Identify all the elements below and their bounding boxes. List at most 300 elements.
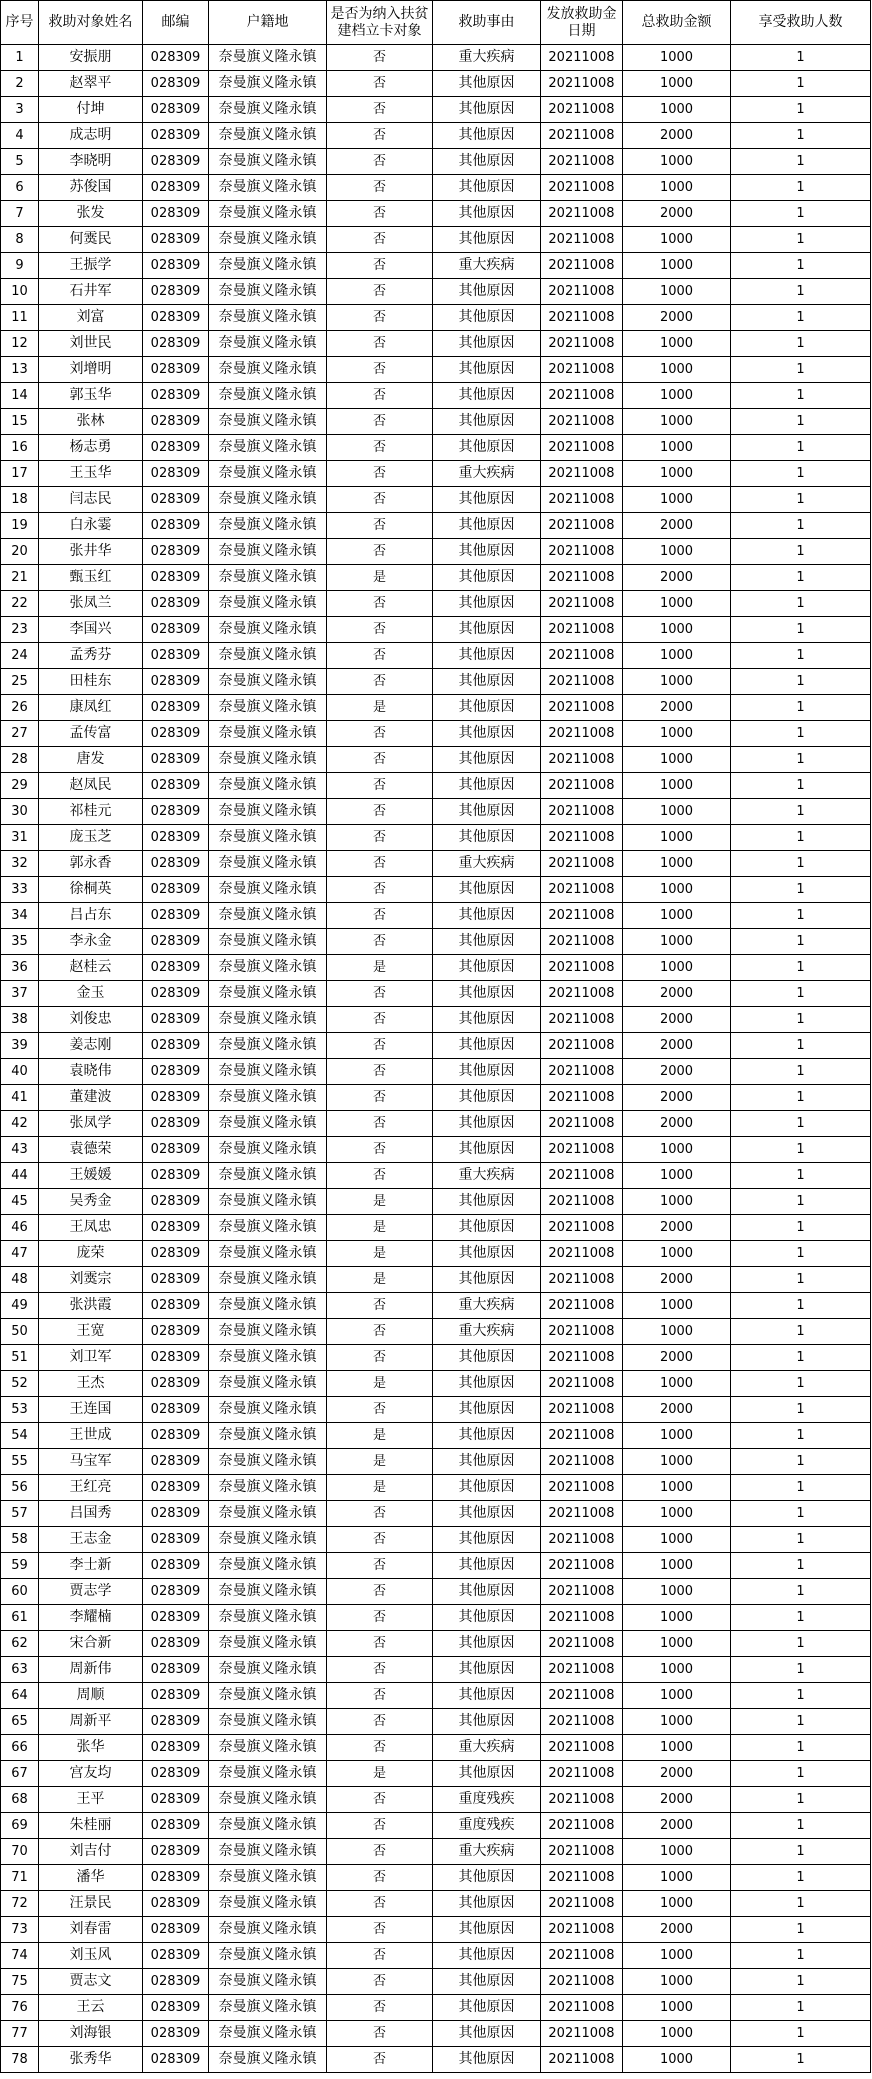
serial-number-cell: 52	[1, 1371, 39, 1397]
total-amount-cell: 1000	[623, 903, 731, 929]
poverty-registered-cell: 是	[327, 695, 433, 721]
household-registration-cell: 奈曼旗义隆永镇	[209, 1267, 327, 1293]
payment-date-cell: 20211008	[541, 1995, 623, 2021]
relief-reason-cell: 其他原因	[433, 903, 541, 929]
beneficiary-count-cell: 1	[731, 513, 871, 539]
serial-number-cell: 18	[1, 487, 39, 513]
table-row	[1, 1969, 871, 1995]
table-row	[1, 1059, 871, 1085]
serial-number-cell: 55	[1, 1449, 39, 1475]
postal-code-cell: 028309	[143, 669, 209, 695]
poverty-registered-cell: 否	[327, 643, 433, 669]
payment-date-cell: 20211008	[541, 877, 623, 903]
poverty-registered-cell: 否	[327, 461, 433, 487]
serial-number-cell: 45	[1, 1189, 39, 1215]
serial-number-cell: 15	[1, 409, 39, 435]
poverty-registered-cell: 否	[327, 981, 433, 1007]
serial-number-cell: 48	[1, 1267, 39, 1293]
beneficiary-count-cell: 1	[731, 669, 871, 695]
postal-code-cell: 028309	[143, 1865, 209, 1891]
poverty-registered-cell: 是	[327, 1475, 433, 1501]
serial-number-cell: 51	[1, 1345, 39, 1371]
household-registration-cell: 奈曼旗义隆永镇	[209, 1839, 327, 1865]
recipient-name-cell: 吴秀金	[39, 1189, 143, 1215]
total-amount-cell: 1000	[623, 71, 731, 97]
postal-code-cell: 028309	[143, 1241, 209, 1267]
table-row	[1, 305, 871, 331]
beneficiary-count-cell: 1	[731, 539, 871, 565]
payment-date-cell: 20211008	[541, 1475, 623, 1501]
table-row	[1, 1709, 871, 1735]
recipient-name-cell: 庞荣	[39, 1241, 143, 1267]
total-amount-cell: 2000	[623, 1007, 731, 1033]
table-row	[1, 461, 871, 487]
beneficiary-count-cell: 1	[731, 357, 871, 383]
total-amount-cell: 2000	[623, 201, 731, 227]
beneficiary-count-cell: 1	[731, 71, 871, 97]
poverty-registered-cell: 否	[327, 617, 433, 643]
serial-number-cell: 31	[1, 825, 39, 851]
relief-reason-cell: 其他原因	[433, 383, 541, 409]
beneficiary-count-cell: 1	[731, 305, 871, 331]
recipient-name-cell: 刘富	[39, 305, 143, 331]
relief-reason-cell: 其他原因	[433, 1579, 541, 1605]
payment-date-cell: 20211008	[541, 591, 623, 617]
household-registration-cell: 奈曼旗义隆永镇	[209, 487, 327, 513]
recipient-name-cell: 张洪霞	[39, 1293, 143, 1319]
household-registration-cell: 奈曼旗义隆永镇	[209, 227, 327, 253]
recipient-name-cell: 宫友均	[39, 1761, 143, 1787]
beneficiary-count-cell: 1	[731, 1943, 871, 1969]
payment-date-cell: 20211008	[541, 1787, 623, 1813]
postal-code-cell: 028309	[143, 1605, 209, 1631]
total-amount-cell: 1000	[623, 1241, 731, 1267]
postal-code-cell: 028309	[143, 955, 209, 981]
household-registration-cell: 奈曼旗义隆永镇	[209, 591, 327, 617]
poverty-registered-cell: 是	[327, 565, 433, 591]
poverty-registered-cell: 否	[327, 1969, 433, 1995]
beneficiary-count-cell: 1	[731, 643, 871, 669]
household-registration-cell: 奈曼旗义隆永镇	[209, 929, 327, 955]
household-registration-cell: 奈曼旗义隆永镇	[209, 1189, 327, 1215]
relief-reason-cell: 其他原因	[433, 955, 541, 981]
relief-reason-cell: 重度残疾	[433, 1787, 541, 1813]
beneficiary-count-cell: 1	[731, 1683, 871, 1709]
table-row	[1, 201, 871, 227]
household-registration-cell: 奈曼旗义隆永镇	[209, 201, 327, 227]
serial-number-cell: 39	[1, 1033, 39, 1059]
payment-date-cell: 20211008	[541, 1943, 623, 1969]
serial-number-cell: 26	[1, 695, 39, 721]
household-registration-cell: 奈曼旗义隆永镇	[209, 747, 327, 773]
total-amount-cell: 1000	[623, 2047, 731, 2073]
payment-date-cell: 20211008	[541, 513, 623, 539]
serial-number-cell: 74	[1, 1943, 39, 1969]
table-row	[1, 1475, 871, 1501]
beneficiary-count-cell: 1	[731, 1605, 871, 1631]
postal-code-cell: 028309	[143, 227, 209, 253]
poverty-registered-cell: 否	[327, 721, 433, 747]
poverty-registered-cell: 否	[327, 1813, 433, 1839]
household-registration-cell: 奈曼旗义隆永镇	[209, 1683, 327, 1709]
table-row	[1, 1631, 871, 1657]
poverty-registered-cell: 是	[327, 1423, 433, 1449]
beneficiary-count-cell: 1	[731, 1969, 871, 1995]
beneficiary-count-cell: 1	[731, 1033, 871, 1059]
payment-date-cell: 20211008	[541, 149, 623, 175]
household-registration-cell: 奈曼旗义隆永镇	[209, 279, 327, 305]
beneficiary-count-cell: 1	[731, 227, 871, 253]
payment-date-cell: 20211008	[541, 1423, 623, 1449]
relief-reason-cell: 其他原因	[433, 1137, 541, 1163]
poverty-registered-cell: 否	[327, 45, 433, 71]
payment-date-cell: 20211008	[541, 1579, 623, 1605]
header-payment-date: 发放救助金日期	[541, 1, 623, 45]
beneficiary-count-cell: 1	[731, 1657, 871, 1683]
recipient-name-cell: 甄玉红	[39, 565, 143, 591]
table-row	[1, 1943, 871, 1969]
relief-reason-cell: 其他原因	[433, 97, 541, 123]
payment-date-cell: 20211008	[541, 1319, 623, 1345]
serial-number-cell: 47	[1, 1241, 39, 1267]
recipient-name-cell: 祁桂元	[39, 799, 143, 825]
serial-number-cell: 24	[1, 643, 39, 669]
household-registration-cell: 奈曼旗义隆永镇	[209, 1995, 327, 2021]
serial-number-cell: 28	[1, 747, 39, 773]
beneficiary-count-cell: 1	[731, 1345, 871, 1371]
table-row	[1, 617, 871, 643]
beneficiary-count-cell: 1	[731, 461, 871, 487]
recipient-name-cell: 董建波	[39, 1085, 143, 1111]
serial-number-cell: 7	[1, 201, 39, 227]
recipient-name-cell: 袁德荣	[39, 1137, 143, 1163]
household-registration-cell: 奈曼旗义隆永镇	[209, 383, 327, 409]
postal-code-cell: 028309	[143, 903, 209, 929]
household-registration-cell: 奈曼旗义隆永镇	[209, 123, 327, 149]
payment-date-cell: 20211008	[541, 1371, 623, 1397]
postal-code-cell: 028309	[143, 331, 209, 357]
postal-code-cell: 028309	[143, 825, 209, 851]
beneficiary-count-cell: 1	[731, 1761, 871, 1787]
poverty-registered-cell: 否	[327, 2047, 433, 2073]
total-amount-cell: 1000	[623, 149, 731, 175]
postal-code-cell: 028309	[143, 71, 209, 97]
total-amount-cell: 1000	[623, 1319, 731, 1345]
household-registration-cell: 奈曼旗义隆永镇	[209, 1163, 327, 1189]
table-row	[1, 149, 871, 175]
total-amount-cell: 2000	[623, 1345, 731, 1371]
serial-number-cell: 12	[1, 331, 39, 357]
relief-reason-cell: 其他原因	[433, 1657, 541, 1683]
poverty-registered-cell: 否	[327, 513, 433, 539]
payment-date-cell: 20211008	[541, 1163, 623, 1189]
relief-reason-cell: 其他原因	[433, 1345, 541, 1371]
relief-reason-cell: 其他原因	[433, 175, 541, 201]
poverty-registered-cell: 否	[327, 1111, 433, 1137]
table-row	[1, 1865, 871, 1891]
table-row	[1, 1397, 871, 1423]
payment-date-cell: 20211008	[541, 71, 623, 97]
recipient-name-cell: 马宝军	[39, 1449, 143, 1475]
payment-date-cell: 20211008	[541, 357, 623, 383]
household-registration-cell: 奈曼旗义隆永镇	[209, 955, 327, 981]
payment-date-cell: 20211008	[541, 1293, 623, 1319]
total-amount-cell: 1000	[623, 1839, 731, 1865]
relief-reason-cell: 其他原因	[433, 617, 541, 643]
poverty-registered-cell: 否	[327, 305, 433, 331]
household-registration-cell: 奈曼旗义隆永镇	[209, 643, 327, 669]
postal-code-cell: 028309	[143, 1813, 209, 1839]
payment-date-cell: 20211008	[541, 253, 623, 279]
poverty-registered-cell: 是	[327, 1761, 433, 1787]
recipient-name-cell: 周新平	[39, 1709, 143, 1735]
recipient-name-cell: 周顺	[39, 1683, 143, 1709]
payment-date-cell: 20211008	[541, 617, 623, 643]
household-registration-cell: 奈曼旗义隆永镇	[209, 877, 327, 903]
poverty-registered-cell: 否	[327, 1683, 433, 1709]
poverty-registered-cell: 否	[327, 357, 433, 383]
payment-date-cell: 20211008	[541, 643, 623, 669]
serial-number-cell: 62	[1, 1631, 39, 1657]
payment-date-cell: 20211008	[541, 1657, 623, 1683]
serial-number-cell: 76	[1, 1995, 39, 2021]
postal-code-cell: 028309	[143, 773, 209, 799]
relief-reason-cell: 其他原因	[433, 1969, 541, 1995]
beneficiary-count-cell: 1	[731, 695, 871, 721]
recipient-name-cell: 刘世民	[39, 331, 143, 357]
poverty-registered-cell: 是	[327, 1449, 433, 1475]
postal-code-cell: 028309	[143, 279, 209, 305]
poverty-registered-cell: 否	[327, 1345, 433, 1371]
postal-code-cell: 028309	[143, 591, 209, 617]
poverty-registered-cell: 否	[327, 1865, 433, 1891]
recipient-name-cell: 王平	[39, 1787, 143, 1813]
serial-number-cell: 37	[1, 981, 39, 1007]
household-registration-cell: 奈曼旗义隆永镇	[209, 1657, 327, 1683]
household-registration-cell: 奈曼旗义隆永镇	[209, 1241, 327, 1267]
relief-reason-cell: 其他原因	[433, 669, 541, 695]
household-registration-cell: 奈曼旗义隆永镇	[209, 565, 327, 591]
total-amount-cell: 1000	[623, 1137, 731, 1163]
household-registration-cell: 奈曼旗义隆永镇	[209, 1137, 327, 1163]
recipient-name-cell: 朱桂丽	[39, 1813, 143, 1839]
household-registration-cell: 奈曼旗义隆永镇	[209, 1215, 327, 1241]
recipient-name-cell: 刘吉付	[39, 1839, 143, 1865]
serial-number-cell: 2	[1, 71, 39, 97]
poverty-registered-cell: 是	[327, 1241, 433, 1267]
beneficiary-count-cell: 1	[731, 487, 871, 513]
recipient-name-cell: 赵凤民	[39, 773, 143, 799]
poverty-registered-cell: 否	[327, 903, 433, 929]
total-amount-cell: 1000	[623, 1995, 731, 2021]
payment-date-cell: 20211008	[541, 695, 623, 721]
relief-reason-cell: 其他原因	[433, 149, 541, 175]
postal-code-cell: 028309	[143, 1761, 209, 1787]
beneficiary-count-cell: 1	[731, 1631, 871, 1657]
household-registration-cell: 奈曼旗义隆永镇	[209, 799, 327, 825]
beneficiary-count-cell: 1	[731, 1709, 871, 1735]
table-row	[1, 1449, 871, 1475]
household-registration-cell: 奈曼旗义隆永镇	[209, 1709, 327, 1735]
beneficiary-count-cell: 1	[731, 799, 871, 825]
table-row	[1, 2047, 871, 2073]
table-row	[1, 1735, 871, 1761]
table-row	[1, 1839, 871, 1865]
table-row	[1, 1241, 871, 1267]
recipient-name-cell: 王媛媛	[39, 1163, 143, 1189]
relief-reason-cell: 其他原因	[433, 227, 541, 253]
table-row	[1, 1319, 871, 1345]
payment-date-cell: 20211008	[541, 747, 623, 773]
serial-number-cell: 78	[1, 2047, 39, 2073]
total-amount-cell: 1000	[623, 331, 731, 357]
household-registration-cell: 奈曼旗义隆永镇	[209, 1917, 327, 1943]
postal-code-cell: 028309	[143, 357, 209, 383]
total-amount-cell: 2000	[623, 513, 731, 539]
serial-number-cell: 40	[1, 1059, 39, 1085]
table-row	[1, 591, 871, 617]
household-registration-cell: 奈曼旗义隆永镇	[209, 2047, 327, 2073]
relief-reason-cell: 其他原因	[433, 1943, 541, 1969]
postal-code-cell: 028309	[143, 1085, 209, 1111]
poverty-registered-cell: 否	[327, 1085, 433, 1111]
table-row	[1, 825, 871, 851]
total-amount-cell: 1000	[623, 1891, 731, 1917]
beneficiary-count-cell: 1	[731, 279, 871, 305]
relief-reason-cell: 其他原因	[433, 1605, 541, 1631]
relief-reason-cell: 其他原因	[433, 1475, 541, 1501]
total-amount-cell: 1000	[623, 851, 731, 877]
recipient-name-cell: 石井军	[39, 279, 143, 305]
relief-reason-cell: 重大疾病	[433, 1319, 541, 1345]
household-registration-cell: 奈曼旗义隆永镇	[209, 175, 327, 201]
payment-date-cell: 20211008	[541, 1683, 623, 1709]
beneficiary-count-cell: 1	[731, 1293, 871, 1319]
total-amount-cell: 1000	[623, 877, 731, 903]
recipient-name-cell: 贾志学	[39, 1579, 143, 1605]
household-registration-cell: 奈曼旗义隆永镇	[209, 1943, 327, 1969]
recipient-name-cell: 袁晓伟	[39, 1059, 143, 1085]
household-registration-cell: 奈曼旗义隆永镇	[209, 1423, 327, 1449]
beneficiary-count-cell: 1	[731, 97, 871, 123]
relief-reason-cell: 其他原因	[433, 305, 541, 331]
total-amount-cell: 1000	[623, 643, 731, 669]
recipient-name-cell: 赵桂云	[39, 955, 143, 981]
relief-reason-cell: 其他原因	[433, 721, 541, 747]
serial-number-cell: 29	[1, 773, 39, 799]
serial-number-cell: 67	[1, 1761, 39, 1787]
relief-reason-cell: 其他原因	[433, 1891, 541, 1917]
payment-date-cell: 20211008	[541, 929, 623, 955]
table-row	[1, 435, 871, 461]
recipient-name-cell: 宋合新	[39, 1631, 143, 1657]
total-amount-cell: 1000	[623, 1293, 731, 1319]
header-household-registration: 户籍地	[209, 1, 327, 45]
beneficiary-count-cell: 1	[731, 1735, 871, 1761]
household-registration-cell: 奈曼旗义隆永镇	[209, 539, 327, 565]
table-row	[1, 721, 871, 747]
postal-code-cell: 028309	[143, 1657, 209, 1683]
household-registration-cell: 奈曼旗义隆永镇	[209, 903, 327, 929]
postal-code-cell: 028309	[143, 1293, 209, 1319]
poverty-registered-cell: 否	[327, 1839, 433, 1865]
header-beneficiary-count: 享受救助人数	[731, 1, 871, 45]
recipient-name-cell: 刘霙宗	[39, 1267, 143, 1293]
household-registration-cell: 奈曼旗义隆永镇	[209, 97, 327, 123]
payment-date-cell: 20211008	[541, 1449, 623, 1475]
table-row	[1, 877, 871, 903]
postal-code-cell: 028309	[143, 1917, 209, 1943]
postal-code-cell: 028309	[143, 1059, 209, 1085]
poverty-registered-cell: 否	[327, 877, 433, 903]
recipient-name-cell: 白永霎	[39, 513, 143, 539]
recipient-name-cell: 汪景民	[39, 1891, 143, 1917]
recipient-name-cell: 王杰	[39, 1371, 143, 1397]
relief-reason-cell: 其他原因	[433, 331, 541, 357]
serial-number-cell: 30	[1, 799, 39, 825]
serial-number-cell: 69	[1, 1813, 39, 1839]
poverty-registered-cell: 否	[327, 1917, 433, 1943]
relief-reason-cell: 其他原因	[433, 201, 541, 227]
beneficiary-count-cell: 1	[731, 1319, 871, 1345]
payment-date-cell: 20211008	[541, 331, 623, 357]
household-registration-cell: 奈曼旗义隆永镇	[209, 1631, 327, 1657]
header-recipient-name: 救助对象姓名	[39, 1, 143, 45]
payment-date-cell: 20211008	[541, 409, 623, 435]
serial-number-cell: 4	[1, 123, 39, 149]
postal-code-cell: 028309	[143, 1163, 209, 1189]
serial-number-cell: 59	[1, 1553, 39, 1579]
recipient-name-cell: 金玉	[39, 981, 143, 1007]
serial-number-cell: 19	[1, 513, 39, 539]
beneficiary-count-cell: 1	[731, 1397, 871, 1423]
table-row	[1, 409, 871, 435]
serial-number-cell: 23	[1, 617, 39, 643]
payment-date-cell: 20211008	[541, 227, 623, 253]
household-registration-cell: 奈曼旗义隆永镇	[209, 1293, 327, 1319]
relief-reason-cell: 其他原因	[433, 747, 541, 773]
recipient-name-cell: 潘华	[39, 1865, 143, 1891]
table-row	[1, 487, 871, 513]
table-row	[1, 1189, 871, 1215]
household-registration-cell: 奈曼旗义隆永镇	[209, 1865, 327, 1891]
recipient-name-cell: 唐发	[39, 747, 143, 773]
relief-reason-cell: 其他原因	[433, 1631, 541, 1657]
payment-date-cell: 20211008	[541, 461, 623, 487]
total-amount-cell: 1000	[623, 617, 731, 643]
relief-reason-cell: 重大疾病	[433, 253, 541, 279]
recipient-name-cell: 刘玉风	[39, 1943, 143, 1969]
total-amount-cell: 1000	[623, 435, 731, 461]
serial-number-cell: 54	[1, 1423, 39, 1449]
household-registration-cell: 奈曼旗义隆永镇	[209, 331, 327, 357]
total-amount-cell: 1000	[623, 799, 731, 825]
total-amount-cell: 2000	[623, 305, 731, 331]
table-row	[1, 1501, 871, 1527]
relief-reason-cell: 其他原因	[433, 71, 541, 97]
poverty-registered-cell: 否	[327, 1735, 433, 1761]
poverty-registered-cell: 否	[327, 1995, 433, 2021]
relief-reason-cell: 其他原因	[433, 1189, 541, 1215]
postal-code-cell: 028309	[143, 1475, 209, 1501]
relief-reason-cell: 其他原因	[433, 1527, 541, 1553]
payment-date-cell: 20211008	[541, 2021, 623, 2047]
table-row	[1, 279, 871, 305]
postal-code-cell: 028309	[143, 1033, 209, 1059]
relief-reason-cell: 其他原因	[433, 1761, 541, 1787]
postal-code-cell: 028309	[143, 1397, 209, 1423]
relief-reason-cell: 其他原因	[433, 1007, 541, 1033]
